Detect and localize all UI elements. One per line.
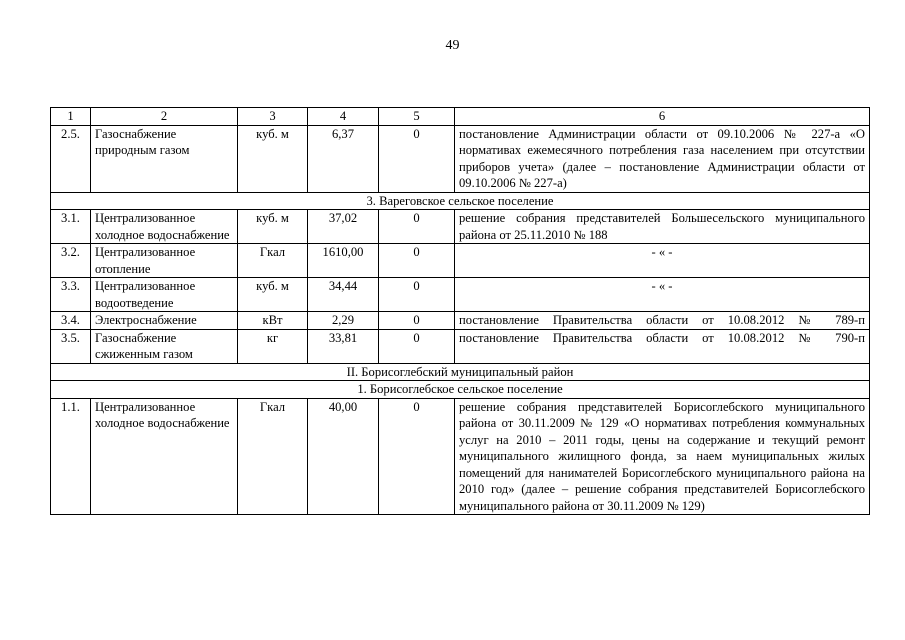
legal-document: - « - xyxy=(455,278,870,312)
table-row xyxy=(51,312,870,330)
column-5-value: 0 xyxy=(379,398,455,515)
table-row xyxy=(51,244,870,278)
header-cell-3: 3 xyxy=(238,108,308,126)
unit: кВт xyxy=(238,312,308,330)
header-cell-2: 2 xyxy=(91,108,238,126)
section-title: 1. Борисоглебское сельское поселение xyxy=(51,381,870,399)
legal-document: постановление Правительства области от 10.08.2012 № 789-п xyxy=(455,312,870,330)
norm-value: 34,44 xyxy=(308,278,379,312)
header-cell-4: 4 xyxy=(308,108,379,126)
legal-document: постановление Администрации области от 09.10.2006 № 227-а «О нормативах ежемесячного потребления газа населением при отсутствии приборов учета» (далее – постановление Администрации области от 09.10.2006 № 227-а) xyxy=(455,125,870,192)
service-name: Централизованное отопление xyxy=(91,244,238,278)
legal-document: решение собрания представителей Большесельского муниципального района от 25.11.2010 № 188 xyxy=(455,210,870,244)
table-header-row xyxy=(51,108,870,126)
column-5-value: 0 xyxy=(379,312,455,330)
service-name: Централизованное водоотведение xyxy=(91,278,238,312)
table-row xyxy=(51,210,870,244)
norm-value: 37,02 xyxy=(308,210,379,244)
service-name: Газоснабжение природным газом xyxy=(91,125,238,192)
legal-document: - « - xyxy=(455,244,870,278)
table-row xyxy=(51,329,870,363)
row-number: 3.5. xyxy=(51,329,91,363)
service-name: Централизованное холодное водоснабжение xyxy=(91,398,238,515)
legal-document: решение собрания представителей Борисоглебского муниципального района от 30.11.2009 № 129 «О нормативах потребления коммунальных услуг на 2010 – 2011 годы, цены на содержание и текущий ремонт муниципального жилищного фонда, за наем муниципальных жилых помещений для нанимателей Борисоглебского муниципального района на 2010 год» (далее – решение собрания представителей Борисоглебского муниципального района от 30.11.2009 № 129) xyxy=(455,398,870,515)
row-number: 3.1. xyxy=(51,210,91,244)
section-title: II. Борисоглебский муниципальный район xyxy=(51,363,870,381)
legal-document: постановление Правительства области от 10.08.2012 № 790-п xyxy=(455,329,870,363)
header-cell-1: 1 xyxy=(51,108,91,126)
unit: кг xyxy=(238,329,308,363)
unit: куб. м xyxy=(238,125,308,192)
norm-value: 33,81 xyxy=(308,329,379,363)
column-5-value: 0 xyxy=(379,244,455,278)
unit: Гкал xyxy=(238,244,308,278)
norms-table xyxy=(50,107,870,515)
unit: куб. м xyxy=(238,210,308,244)
column-5-value: 0 xyxy=(379,278,455,312)
column-5-value: 0 xyxy=(379,125,455,192)
row-number: 2.5. xyxy=(51,125,91,192)
norm-value: 2,29 xyxy=(308,312,379,330)
table-row xyxy=(51,398,870,515)
row-number: 3.4. xyxy=(51,312,91,330)
row-number: 3.3. xyxy=(51,278,91,312)
page-number: 49 xyxy=(445,38,460,53)
service-name: Газоснабжение сжиженным газом xyxy=(91,329,238,363)
row-number: 3.2. xyxy=(51,244,91,278)
column-5-value: 0 xyxy=(379,329,455,363)
section-row xyxy=(51,192,870,210)
norm-value: 6,37 xyxy=(308,125,379,192)
table-row xyxy=(51,278,870,312)
header-cell-5: 5 xyxy=(379,108,455,126)
unit: Гкал xyxy=(238,398,308,515)
section-row xyxy=(51,363,870,381)
row-number: 1.1. xyxy=(51,398,91,515)
service-name: Электроснабжение xyxy=(91,312,238,330)
table-row xyxy=(51,125,870,192)
section-title: 3. Вареговское сельское поселение xyxy=(51,192,870,210)
header-cell-6: 6 xyxy=(455,108,870,126)
column-5-value: 0 xyxy=(379,210,455,244)
unit: куб. м xyxy=(238,278,308,312)
norm-value: 40,00 xyxy=(308,398,379,515)
norm-value: 1610,00 xyxy=(308,244,379,278)
service-name: Централизованное холодное водоснабжение xyxy=(91,210,238,244)
section-row xyxy=(51,381,870,399)
